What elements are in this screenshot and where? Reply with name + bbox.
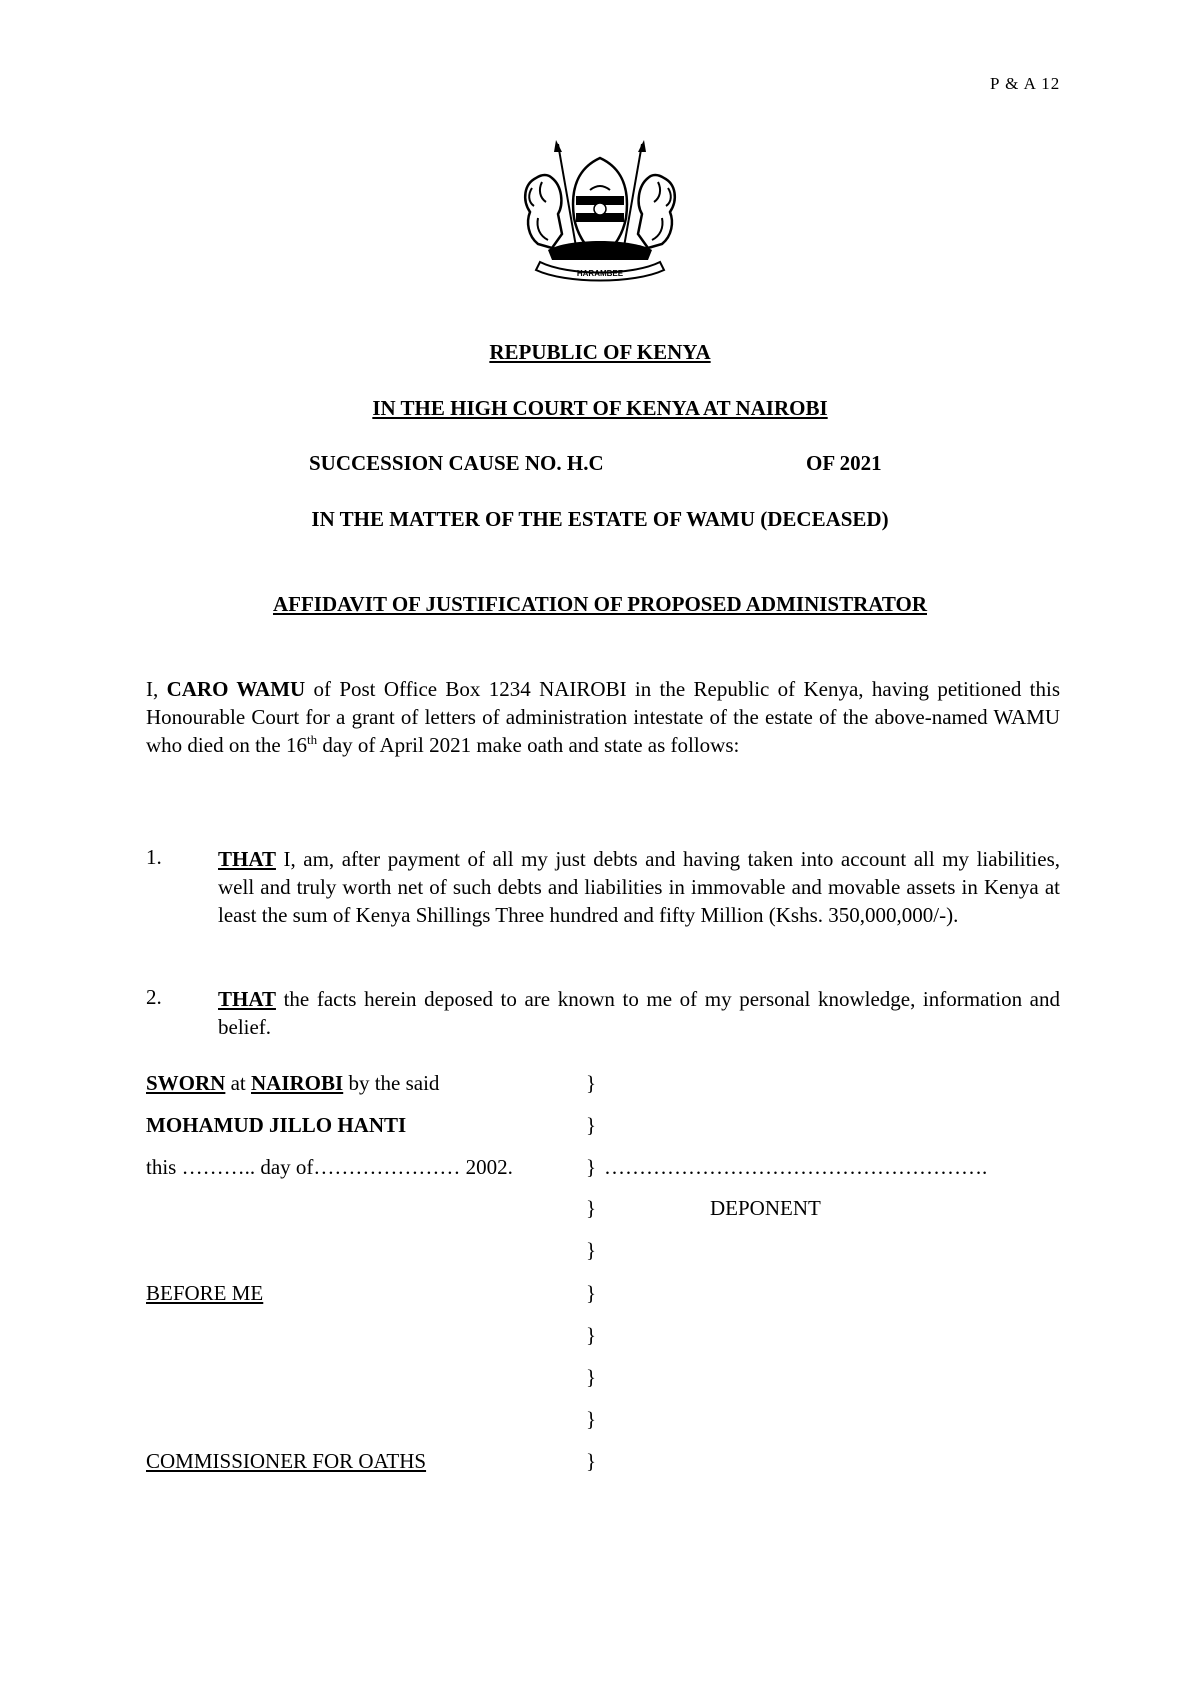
form-code: P & A 12 (990, 74, 1061, 93)
republic-heading: REPUBLIC OF KENYA (489, 340, 711, 364)
matter-heading: IN THE MATTER OF THE ESTATE OF WAMU (DECEASED) (311, 507, 889, 531)
brace: } (586, 1407, 597, 1431)
court-heading: IN THE HIGH COURT OF KENYA AT NAIROBI (372, 396, 828, 420)
brace: } (586, 1281, 597, 1305)
date-line: this ……….. day of………………… 2002. (146, 1155, 513, 1179)
brace: } (586, 1238, 597, 1262)
before-me-label: BEFORE ME (146, 1281, 264, 1305)
brace: } (586, 1155, 597, 1179)
brace: } (586, 1071, 597, 1095)
clause-1: THAT I, am, after payment of all my just debts and having taken into account all my liabilities, well and truly worth net of such debts and liabilities in immovable and movable assets in Kenya at least the sum of Kenya Shillings Three hundred and fifty Million (Kshs. 350,000,000/-). (218, 847, 1060, 927)
cause-number-label: SUCCESSION CAUSE NO. H.C (309, 451, 604, 475)
brace: } (586, 1449, 597, 1473)
clause-number: 1. (146, 845, 162, 869)
intro-paragraph: I, CARO WAMU of Post Office Box 1234 NAIROBI in the Republic of Kenya, having petitioned this Honourable Court for a grant of letters of administration intestate of the estate of the above-named WAMU who died on the 16th day of April 2021 make oath and state as follows: (146, 677, 1061, 757)
commissioner-label: COMMISSIONER FOR OATHS (146, 1449, 427, 1473)
brace: } (586, 1113, 597, 1137)
deponent-label: DEPONENT (710, 1196, 821, 1220)
coat-of-arms-icon (518, 138, 682, 286)
emblem-motto: HARAMBEE (576, 269, 624, 278)
petitioner-name: CARO WAMU (166, 677, 306, 701)
deponent-name: MOHAMUD JILLO HANTI (146, 1113, 407, 1137)
affidavit-title: AFFIDAVIT OF JUSTIFICATION OF PROPOSED ADMINISTRATOR (272, 592, 927, 616)
brace: } (586, 1365, 597, 1389)
brace: } (586, 1323, 597, 1347)
sworn-line: SWORN at NAIROBI by the said (146, 1071, 440, 1095)
clause-lead: THAT (218, 847, 276, 871)
cause-year-label: OF 2021 (806, 451, 882, 475)
clause-number: 2. (146, 985, 162, 1009)
signature-line: ………………………………………………. (604, 1155, 988, 1179)
brace: } (586, 1196, 597, 1220)
clause-lead: THAT (218, 987, 276, 1011)
clause-2: THAT the facts herein deposed to are known to me of my personal knowledge, information and belief. (218, 987, 1060, 1039)
